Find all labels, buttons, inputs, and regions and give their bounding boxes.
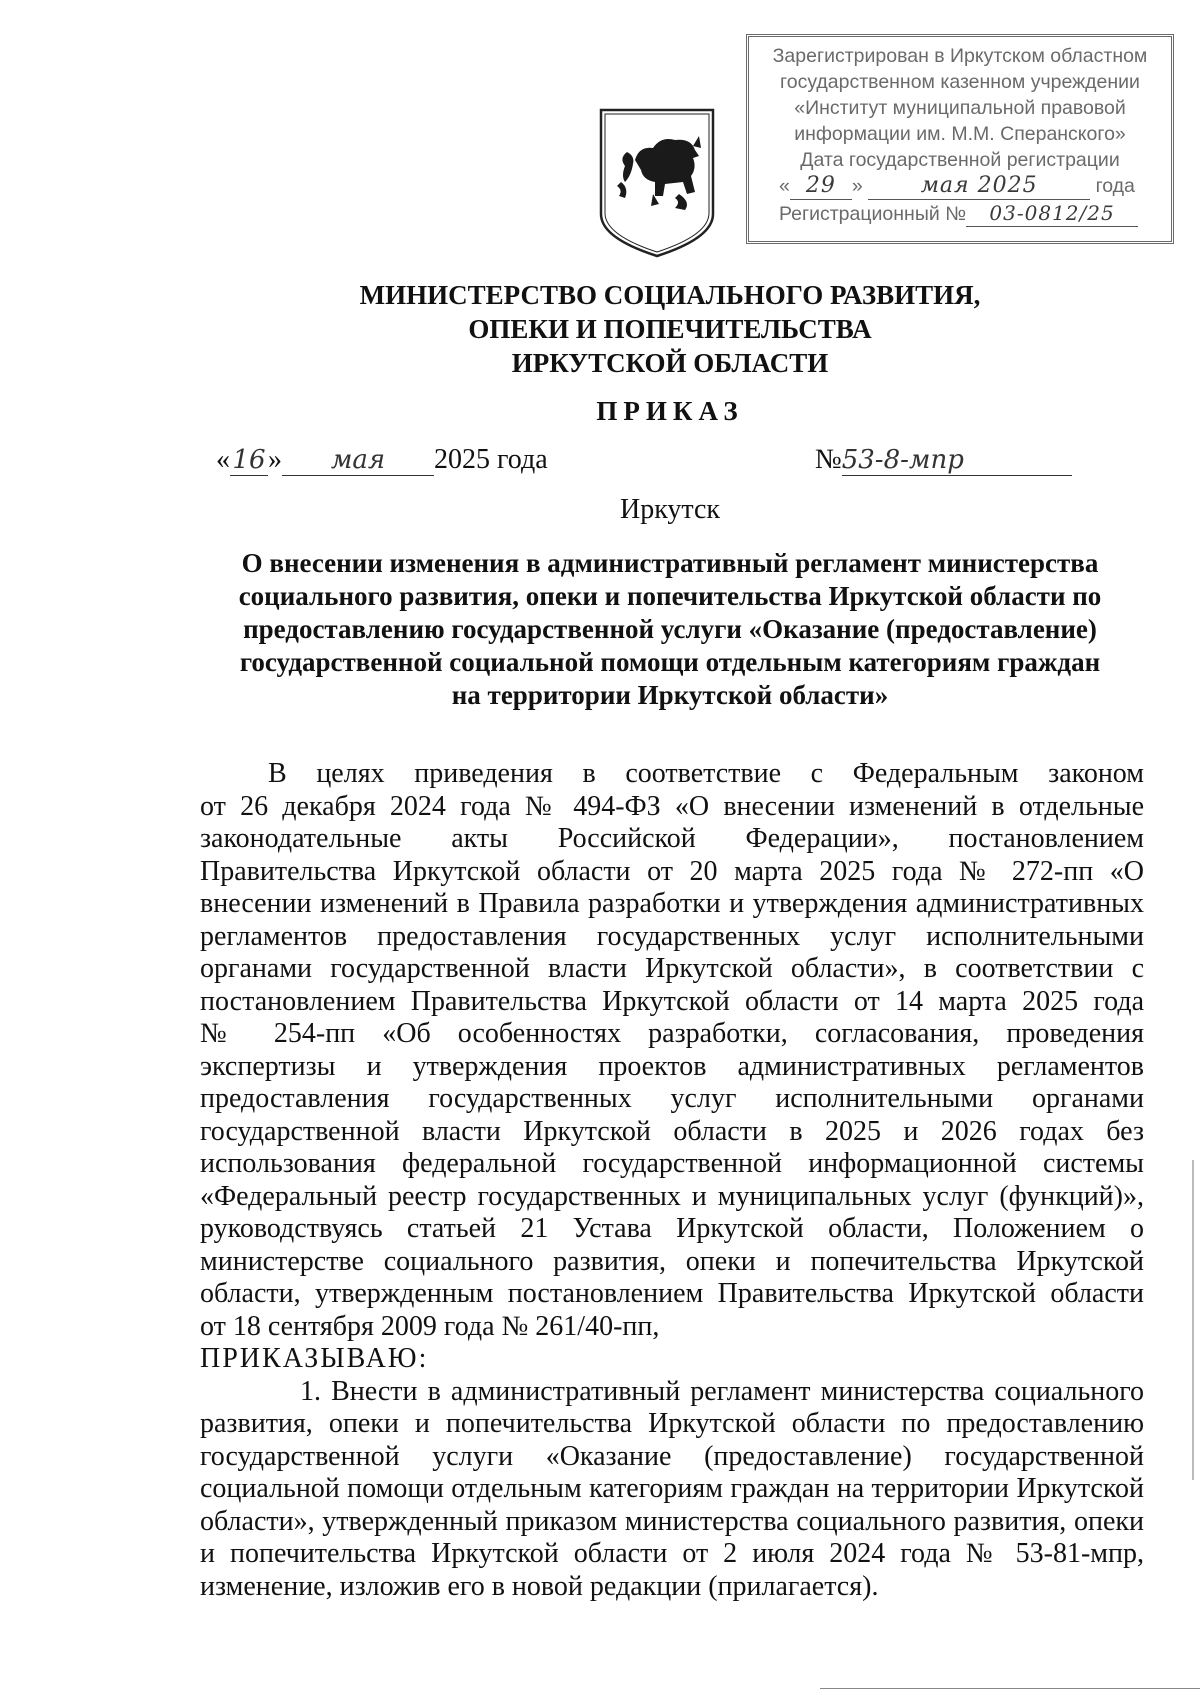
preamble-line: постановлением Правительства Иркутской области от 14 марта 2025 года bbox=[200, 985, 1144, 1017]
preamble-line: министерстве социального развития, опеки и попечительства Иркутской bbox=[200, 1245, 1144, 1277]
preamble-line: государственной власти Иркутской области в 2025 и 2026 годах без bbox=[200, 1115, 1144, 1147]
order-word: ПРИКАЗЫВАЮ: bbox=[200, 1343, 429, 1374]
subject-line: на территории Иркутской области» bbox=[451, 680, 889, 710]
preamble-line: внесении изменений в Правила разработки и утверждения административных bbox=[200, 888, 1144, 919]
subject-line: социального развития, опеки и попечительства Иркутской области по bbox=[238, 581, 1102, 611]
preamble-line: № 254-пп «Об особенностях разработки, согласования, проведения bbox=[200, 1018, 1144, 1049]
stamp-reg-number-value: 03-0812/25 bbox=[966, 200, 1138, 227]
order-date-year: 2025 года bbox=[434, 444, 548, 475]
registration-stamp bbox=[746, 34, 1174, 244]
bottom-rule bbox=[820, 1688, 1200, 1689]
order-body bbox=[200, 758, 1144, 1603]
stamp-line: Зарегистрирован в Иркутском областном bbox=[772, 45, 1148, 67]
order-date-month: мая bbox=[282, 445, 434, 476]
point-1-line: области», утвержденный приказом министерства социального развития, опеки bbox=[200, 1505, 1144, 1537]
preamble-line: области, утвержденным постановлением Правительства Иркутской области bbox=[200, 1278, 1144, 1309]
preamble-line: законодательные акты Российской Федерации», постановлением bbox=[200, 823, 1144, 854]
preamble-line: руководствуясь статьей 21 Устава Иркутской области, Положением о bbox=[200, 1213, 1144, 1244]
point-1-line: и попечительства Иркутской области от 2 июля 2024 года № 53-81-мпр, bbox=[200, 1538, 1144, 1569]
point-1-line: изменение, изложив его в новой редакции (прилагается). bbox=[200, 1570, 879, 1602]
point-1-line: государственной услуги «Оказание (предоставление) государственной bbox=[200, 1440, 1144, 1472]
order-subject bbox=[150, 547, 1190, 712]
point-1-line: развития, опеки и попечительства Иркутской области по предоставлению bbox=[200, 1408, 1144, 1439]
preamble-line: экспертизы и утверждения проектов административных регламентов bbox=[200, 1050, 1144, 1082]
stamp-registration-date: « 29 » мая 2025 года bbox=[779, 173, 1135, 198]
preamble-line: от 26 декабря 2024 года № 494-ФЗ «О внесении изменений в отдельные bbox=[200, 790, 1144, 822]
subject-line: государственной социальной помощи отдельным категориям граждан bbox=[239, 647, 1101, 677]
order-number-value: 53-8-мпр bbox=[842, 445, 1072, 476]
preamble-line: от 18 сентября 2009 года № 261/40-пп, bbox=[200, 1310, 660, 1342]
order-date: «16» мая 2025 года bbox=[216, 444, 548, 475]
subject-line: О внесении изменения в административный регламент министерства bbox=[241, 548, 1099, 578]
preamble-line: органами государственной власти Иркутской области», в соответствии с bbox=[200, 953, 1144, 984]
stamp-line: государственном казенном учреждении bbox=[780, 71, 1140, 93]
stamp-date-month-year: мая 2025 bbox=[868, 173, 1090, 200]
stamp-date-day: 29 bbox=[790, 173, 852, 200]
preamble-line: предоставления государственных услуг исполнительными органами bbox=[200, 1083, 1144, 1114]
point-1-line: 1. Внести в административный регламент министерства социального bbox=[300, 1375, 1144, 1407]
order-date-day: 16 bbox=[230, 445, 268, 476]
stamp-line: информации им. М.М. Сперанского» bbox=[794, 123, 1126, 145]
stamp-line: «Институт муниципальной правовой bbox=[794, 97, 1126, 119]
point-1-line: социальной помощи отдельным категориям граждан на территории Иркутской bbox=[200, 1473, 1144, 1504]
ministry-name-line: ОПЕКИ И ПОПЕЧИТЕЛЬСТВА bbox=[468, 314, 872, 344]
ministry-name-line: МИНИСТЕРСТВО СОЦИАЛЬНОГО РАЗВИТИЯ, bbox=[359, 280, 981, 310]
ministry-name-line: ИРКУТСКОЙ ОБЛАСТИ bbox=[511, 348, 829, 378]
preamble-line: регламентов предоставления государственных услуг исполнительными bbox=[200, 920, 1144, 952]
order-title: ПРИКАЗ bbox=[596, 396, 744, 426]
preamble-line: В целях приведения в соответствие с Федеральным законом bbox=[268, 758, 1144, 789]
ministry-name bbox=[0, 278, 1200, 380]
scan-edge-mark bbox=[1192, 1160, 1194, 1480]
subject-line: предоставлению государственной услуги «Оказание (предоставление) bbox=[243, 614, 1097, 644]
preamble-line: Правительства Иркутской области от 20 марта 2025 года № 272-пп «О bbox=[200, 855, 1144, 887]
stamp-registration-number: Регистрационный № 03-0812/25 bbox=[749, 200, 1171, 227]
preamble-line: использования федеральной государственной информационной системы bbox=[200, 1148, 1144, 1179]
preamble-line: «Федеральный реестр государственных и муниципальных услуг (функций)», bbox=[200, 1180, 1144, 1212]
order-number: №53-8-мпр bbox=[815, 444, 1072, 476]
stamp-line: Дата государственной регистрации bbox=[800, 149, 1120, 171]
irkutsk-coat-of-arms-icon bbox=[595, 106, 719, 258]
city-name: Иркутск bbox=[619, 494, 721, 525]
